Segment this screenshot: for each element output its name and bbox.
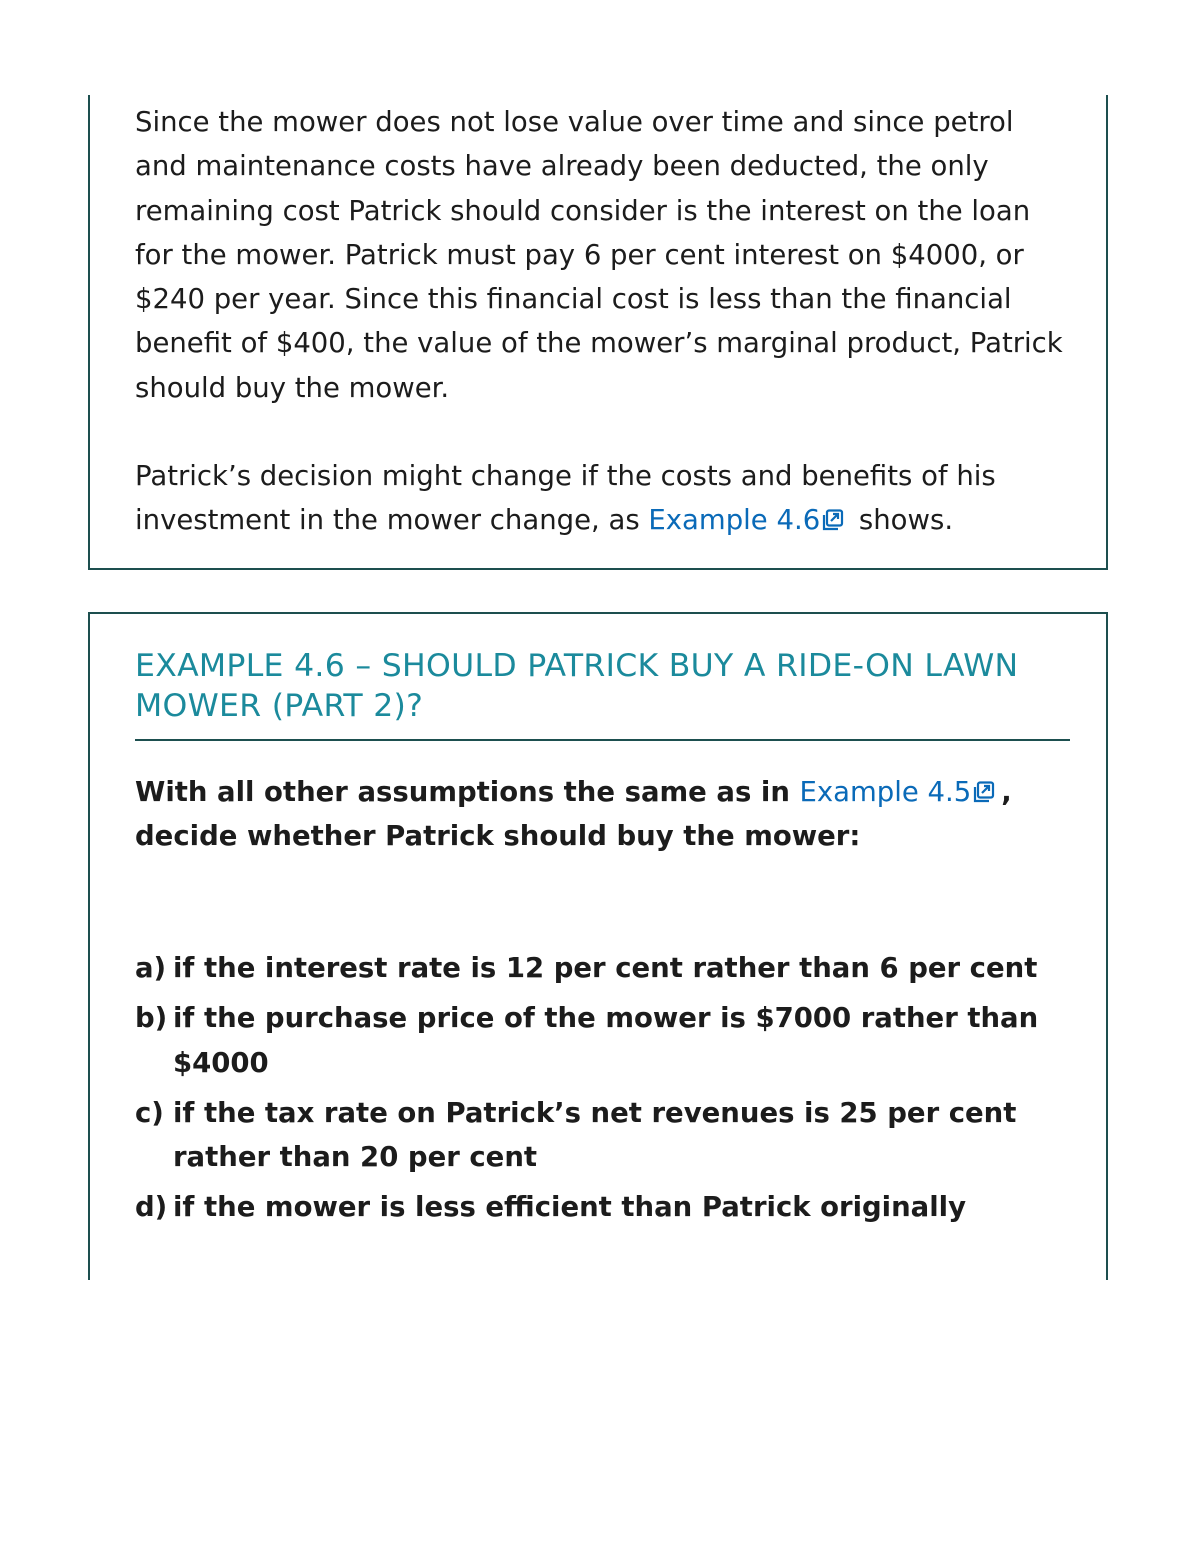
example-4-6-link-label[interactable]: Example 4.6: [648, 504, 821, 537]
option-marker: d): [135, 1191, 168, 1224]
example-question: [135, 770, 1070, 859]
options-list: [135, 946, 1070, 1236]
option-marker: a): [135, 952, 167, 984]
external-link-icon[interactable]: [822, 509, 844, 531]
option-text: if the interest rate is 12 per cent rather than 6 per cent: [173, 952, 1038, 984]
example-4-5-link[interactable]: [799, 776, 1001, 808]
body-paragraph-1: Since the mower does not lose value over time and since petrol and maintenance costs have already been deducted, the only remaining cost Patrick should consider is the interest on the loan for the mower. Patrick must pay 6 per cent interest on $4000, or $240 per year. Since this financial cost is less than the financial benefit of $400, the value of the mower’s marginal product, Patrick should buy the mower.: [135, 106, 1063, 404]
external-link-icon[interactable]: [973, 781, 995, 803]
example-box: [88, 612, 1108, 1280]
example-4-5-link-label[interactable]: Example 4.5: [799, 776, 972, 808]
paragraph-2-text-start: Patrick’s decision might change if the costs and benefits of his investment in the mower change, as: [135, 460, 996, 537]
question-text-start: With all other assumptions the same as in: [135, 776, 800, 808]
title-divider: [135, 739, 1070, 741]
option-b: [135, 996, 1070, 1085]
example-title: EXAMPLE 4.6 – SHOULD PATRICK BUY A RIDE-ON LAWN MOWER (PART 2)?: [135, 648, 1019, 724]
example-4-6-link[interactable]: [648, 504, 850, 536]
question-text-end: , decide whether Patrick should buy the mower:: [135, 776, 1012, 853]
option-c: [135, 1091, 1070, 1180]
option-text: if the tax rate on Patrick’s net revenues is 25 per cent rather than 20 per cent: [173, 1096, 1017, 1174]
option-text: if the mower is less efficient than Patrick originally: [173, 1191, 967, 1224]
body-paragraph-2: [135, 454, 1070, 543]
option-marker: c): [135, 1096, 164, 1129]
option-a: [135, 946, 1070, 990]
option-d: [135, 1185, 1070, 1229]
paragraph-2-text-end: shows.: [850, 504, 954, 537]
top-text-box: [88, 95, 1108, 570]
option-marker: b): [135, 1002, 168, 1035]
option-text: if the purchase price of the mower is $7000 rather than $4000: [173, 1002, 1039, 1079]
